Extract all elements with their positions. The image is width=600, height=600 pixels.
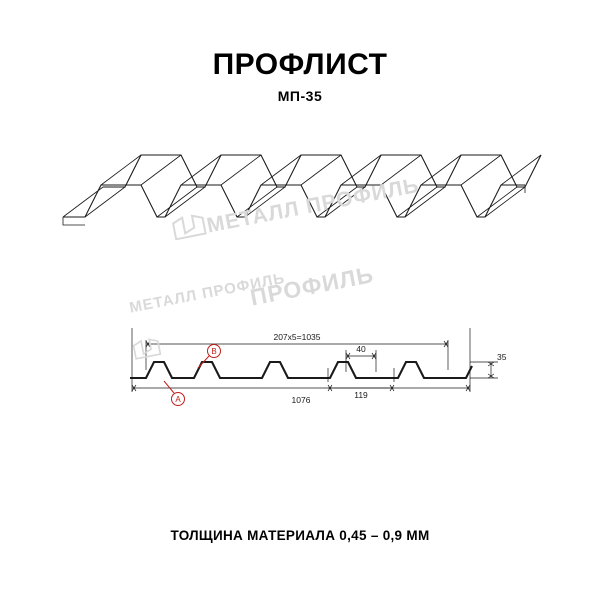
- isometric-profile-illustration: [55, 125, 545, 275]
- callout-a: [164, 381, 185, 406]
- dimension-rib-top: [346, 344, 376, 359]
- callout-b-label: B: [211, 347, 217, 356]
- watermark-text-1: МЕТАЛЛ ПРОФИЛЬ: [205, 173, 422, 238]
- dimension-pitch-total-label: 207х5=1035: [273, 332, 321, 342]
- dimension-overall-width-label: 1076: [291, 395, 311, 405]
- watermark-text-3: ПРОФИЛЬ: [248, 261, 376, 311]
- cross-section-svg: [110, 310, 510, 425]
- callout-b: [198, 345, 221, 369]
- iso-profile-geometry: [63, 155, 541, 225]
- page-subtitle: МП-35: [277, 88, 323, 104]
- dimension-pitch-total: [146, 332, 448, 347]
- callout-a-label: A: [175, 395, 181, 404]
- isometric-profile-svg: [55, 125, 545, 275]
- page-title: ПРОФЛИСТ: [212, 48, 388, 81]
- dimension-height: [488, 352, 507, 378]
- watermark-text-2: МЕТАЛЛ ПРОФИЛЬ: [128, 269, 287, 317]
- callout-a-leader: [164, 381, 174, 393]
- material-thickness-note: ТОЛЩИНА МАТЕРИАЛА 0,45 – 0,9 ММ: [170, 528, 430, 543]
- cross-section-drawing: [110, 310, 510, 425]
- profile-section-path: [130, 362, 472, 378]
- dimension-height-label: 35: [497, 352, 507, 362]
- dimension-rib-bottom-label: 119: [354, 390, 368, 400]
- dimension-rib-top-label: 40: [356, 344, 366, 354]
- dimension-rib-bottom: [328, 385, 394, 400]
